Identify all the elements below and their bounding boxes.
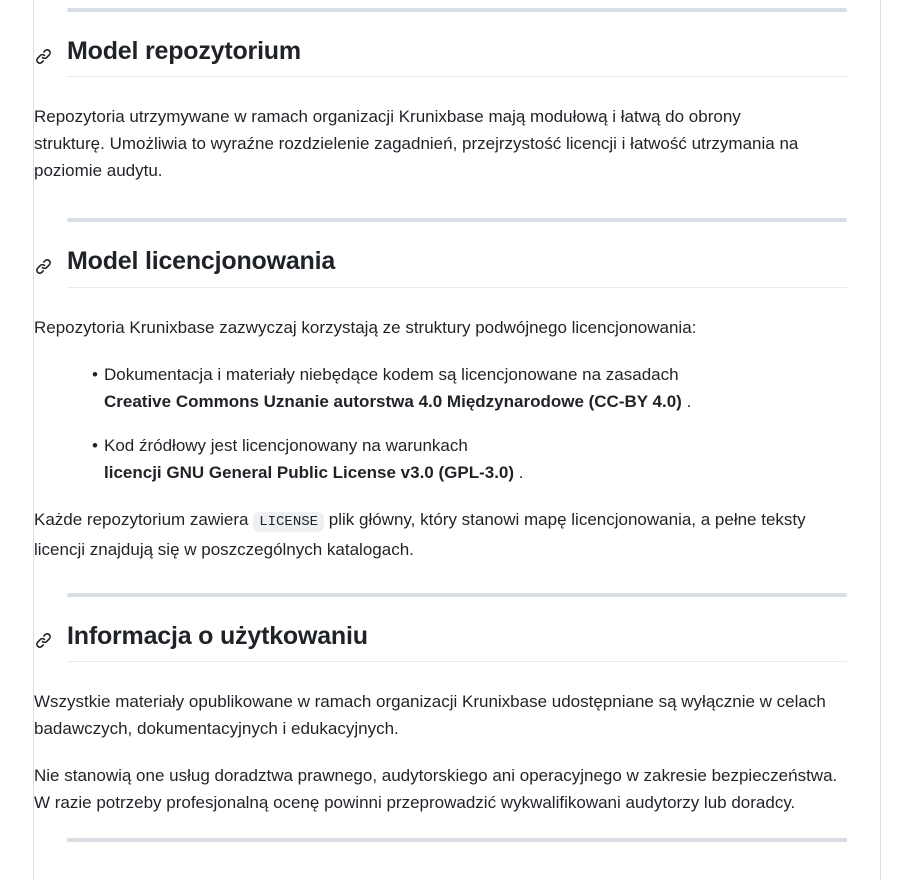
paragraph-after-code: plik główny, który stanowi mapę licencjonowania, a pełne teksty licencji znajdują się w poszczególnych katalogach.: [34, 509, 806, 559]
page-right-border: [880, 0, 881, 880]
section-informacja-o-uzytkowaniu: [67, 621, 847, 662]
list-item: [34, 432, 880, 486]
license-list: [34, 361, 880, 486]
list-item-lead: Kod źródłowy jest licencjonowany na warunkach: [104, 435, 468, 455]
section-model-licencjonowania: [67, 246, 847, 287]
list-item: [34, 361, 880, 415]
paragraph-before-code: Każde repozytorium zawiera: [34, 509, 249, 529]
page-title-model-repozytorium: Model repozytorium: [67, 37, 301, 65]
license-code-token: LICENSE: [253, 512, 324, 532]
section-model-repozytorium: [67, 36, 847, 77]
markdown-content: [34, 0, 880, 880]
paragraph-repozytorium-struktura: Repozytoria utrzymywane w ramach organizacji Krunixbase mają modułową i łatwą do obrony strukturę. Umożliwia to wyraźne rozdzielenie zagadnień, przejrzystość licencji i łatwość utrzymania na poziomie audytu.: [34, 107, 799, 181]
section-divider-bottom: [67, 838, 847, 842]
paragraph-licencjonowanie-intro: Repozytoria Krunixbase zazwyczaj korzystają ze struktury podwójnego licencjonowania:: [34, 317, 697, 337]
link-icon[interactable]: [34, 632, 52, 650]
heading-underline: [67, 661, 847, 662]
paragraph-brak-doradztwa: Nie stanowią one usług doradztwa prawnego, audytorskiego ani operacyjnego w zakresie bezpieczeństwa. W razie potrzeby profesjonalną ocenę powinni przeprowadzić wykwalifikowani audytorzy lub doradcy.: [34, 765, 838, 812]
link-icon[interactable]: [34, 47, 52, 65]
link-icon[interactable]: [34, 257, 52, 275]
bullet-icon: •: [92, 364, 98, 384]
list-item-trailing: .: [518, 462, 524, 482]
license-name: Creative Commons Uznanie autorstwa 4.0 Międzynarodowe (CC-BY 4.0): [104, 391, 682, 411]
page-title-informacja-o-uzytkowaniu: Informacja o użytkowaniu: [67, 621, 368, 650]
paragraph-materialy-cel: Wszystkie materiały opublikowane w ramach organizacji Krunixbase udostępniane są wyłącznie w celach badawczych, dokumentacyjnych i edukacyjnych.: [34, 691, 826, 738]
list-item-trailing: .: [686, 391, 692, 411]
page-title-model-licencjonowania: Model licencjonowania: [67, 247, 336, 276]
heading-underline: [67, 287, 847, 288]
license-name: licencji GNU General Public License v3.0 (GPL-3.0): [104, 462, 515, 482]
paragraph-license-file: [34, 506, 816, 563]
bullet-icon: •: [92, 435, 98, 455]
list-item-lead: Dokumentacja i materiały niebędące kodem są licencjonowane na zasadach: [104, 364, 679, 384]
heading-underline: [67, 76, 847, 77]
